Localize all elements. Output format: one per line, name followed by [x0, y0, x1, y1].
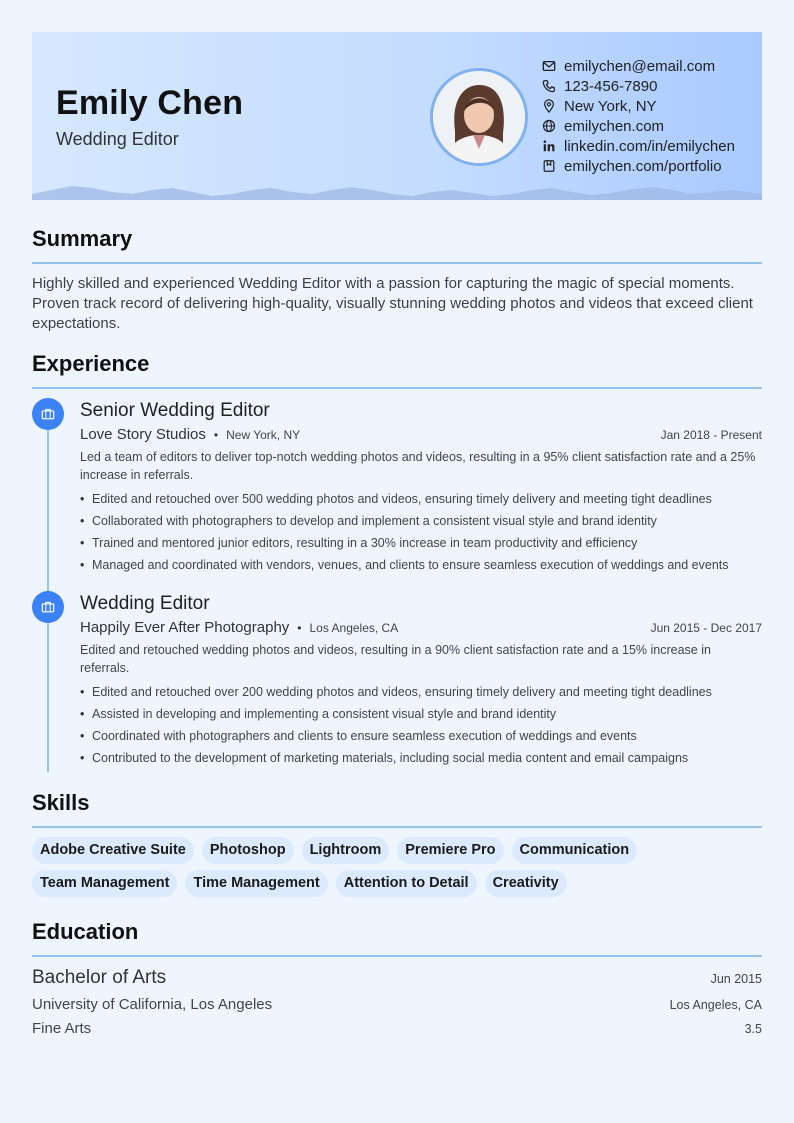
contact-phone-text: 123-456-7890	[564, 77, 658, 95]
skill-chip: Creativity	[485, 870, 567, 897]
skills-heading: Skills	[32, 790, 90, 815]
job-bullets	[80, 488, 762, 576]
contact-location-text: New York, NY	[564, 97, 657, 115]
experience-divider	[32, 387, 762, 389]
skills-divider	[32, 826, 762, 828]
education-field: Fine Arts	[32, 1020, 92, 1037]
contact-linkedin[interactable]	[542, 136, 735, 156]
contact-website[interactable]	[542, 116, 735, 136]
skill-chip: Team Management	[32, 870, 177, 897]
mail-icon	[542, 59, 556, 73]
job-dates: Jun 2015 - Dec 2017	[650, 621, 762, 635]
contact-list	[542, 56, 735, 176]
contact-phone[interactable]	[542, 76, 735, 96]
contact-portfolio[interactable]	[542, 156, 735, 176]
education-degree-row	[32, 967, 762, 989]
job-bullet: • Managed and coordinated with vendors, venues, and clients to ensure seamless execution of weddings and events	[80, 554, 762, 576]
skill-chip: Photoshop	[202, 837, 294, 864]
mountain-decoration	[32, 184, 762, 200]
candidate-name: Emily Chen	[56, 84, 244, 122]
candidate-role: Wedding Editor	[56, 129, 179, 149]
job-bullet: • Edited and retouched over 200 wedding photos and videos, ensuring timely delivery and meeting tight deadlines	[80, 681, 762, 703]
job-bullets	[80, 681, 762, 769]
skill-chip: Time Management	[185, 870, 327, 897]
phone-icon	[542, 79, 556, 93]
job-description: Led a team of editors to deliver top-notch wedding photos and videos, resulting in a 95% client satisfaction rate and a 25% increase in referrals.	[80, 450, 756, 482]
separator-dot: •	[213, 428, 219, 442]
skill-chip: Premiere Pro	[397, 837, 503, 864]
linkedin-icon	[542, 139, 556, 153]
summary-divider	[32, 262, 762, 264]
contact-website-text: emilychen.com	[564, 117, 665, 135]
experience-entry	[80, 398, 762, 576]
education-field-row	[32, 1020, 762, 1037]
job-bullet: • Contributed to the development of marketing materials, including social media content and email campaigns	[80, 747, 762, 769]
globe-icon	[542, 119, 556, 133]
skill-chip: Adobe Creative Suite	[32, 837, 194, 864]
briefcase-icon	[32, 591, 64, 623]
contact-email[interactable]	[542, 56, 735, 76]
location-icon	[542, 99, 556, 113]
education-location: Los Angeles, CA	[669, 998, 762, 1012]
contact-email-text: emilychen@email.com	[564, 57, 716, 75]
education-date: Jun 2015	[710, 972, 762, 986]
briefcase-icon	[32, 398, 64, 430]
contact-location	[542, 96, 735, 116]
education-heading: Education	[32, 919, 139, 944]
education-gpa: 3.5	[744, 1022, 762, 1036]
contact-portfolio-text: emilychen.com/portfolio	[564, 157, 722, 175]
education-degree: Bachelor of Arts	[32, 967, 167, 988]
job-location: New York, NY	[226, 428, 301, 442]
job-title: Wedding Editor	[80, 593, 210, 614]
job-title: Senior Wedding Editor	[80, 400, 270, 421]
skill-chip: Communication	[512, 837, 638, 864]
skill-chip: Attention to Detail	[336, 870, 477, 897]
job-bullet: • Assisted in developing and implementing a consistent visual style and brand identity	[80, 703, 762, 725]
job-company: Love Story Studios	[80, 426, 206, 443]
job-description: Edited and retouched wedding photos and videos, resulting in a 90% client satisfaction rate and a 15% increase in referrals.	[80, 643, 711, 675]
job-bullet: • Coordinated with photographers and clients to ensure seamless execution of weddings and events	[80, 725, 762, 747]
education-divider	[32, 955, 762, 957]
skills-list	[32, 837, 764, 903]
contact-linkedin-text: linkedin.com/in/emilychen	[564, 137, 735, 155]
job-bullet: • Edited and retouched over 500 wedding photos and videos, ensuring timely delivery and meeting tight deadlines	[80, 488, 762, 510]
job-bullet: • Trained and mentored junior editors, resulting in a 30% increase in team productivity and efficiency	[80, 532, 762, 554]
profile-photo	[430, 68, 528, 166]
experience-entry	[80, 591, 762, 769]
resume-header	[32, 32, 762, 200]
job-location: Los Angeles, CA	[309, 621, 399, 635]
skill-chip: Lightroom	[302, 837, 390, 864]
job-company: Happily Ever After Photography	[80, 619, 290, 636]
summary-text: Highly skilled and experienced Wedding Editor with a passion for capturing the magic of special moments. Proven track record of delivering high-quality, visually stunning wedding photos and videos that exceed client expectations.	[32, 275, 753, 332]
job-dates: Jan 2018 - Present	[660, 428, 762, 442]
experience-heading: Experience	[32, 351, 150, 376]
education-school-row	[32, 996, 762, 1013]
education-school: University of California, Los Angeles	[32, 996, 273, 1013]
portfolio-icon	[542, 159, 556, 173]
job-bullet: • Collaborated with photographers to develop and implement a consistent visual style and brand identity	[80, 510, 762, 532]
separator-dot: •	[297, 621, 302, 635]
summary-heading: Summary	[32, 226, 133, 251]
